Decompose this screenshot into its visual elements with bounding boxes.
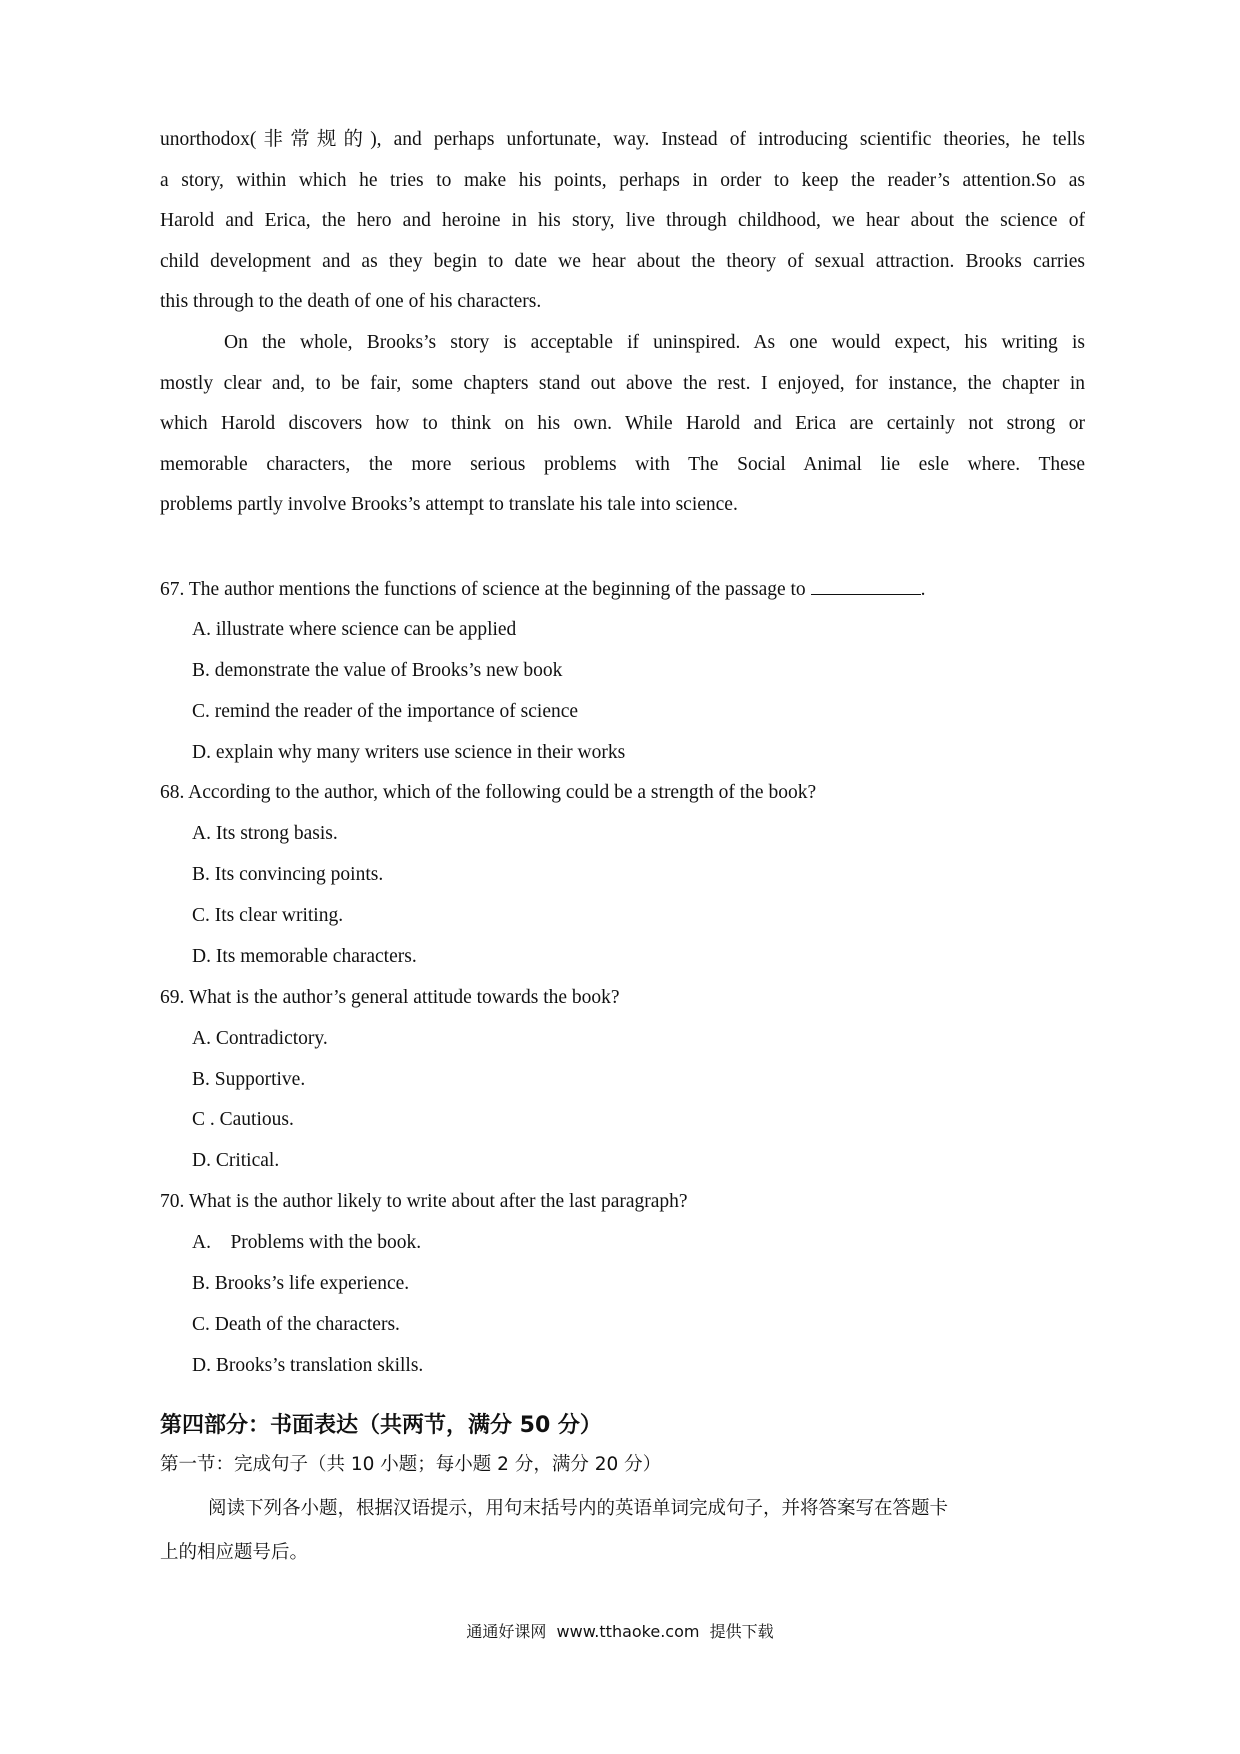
- option-70-d: D. Brooks’s translation skills.: [192, 1355, 424, 1376]
- text-line: Harold and Erica, the hero and heroine in his story, live through childhood, we hear about the science of: [160, 210, 1085, 232]
- option-68-b: B. Its convincing points.: [192, 864, 384, 885]
- question-68-stem: 68. According to the author, which of the following could be a strength of the book?: [160, 782, 817, 803]
- option-70-a: A. Problems with the book.: [192, 1232, 422, 1253]
- question-70-stem: 70. What is the author likely to write about after the last paragraph?: [160, 1191, 688, 1212]
- section-instruction-line-2: 上的相应题号后。: [160, 1542, 309, 1563]
- option-68-a: A. Its strong basis.: [192, 823, 338, 844]
- option-69-d: D. Critical.: [192, 1150, 280, 1171]
- text-line: child development and as they begin to date we hear about the theory of sexual attraction. Brooks carries: [160, 250, 1085, 272]
- question-end: .: [920, 579, 926, 600]
- section-title: 第四部分：书面表达（共两节，满分 50 分）: [160, 1413, 602, 1438]
- text-line: which Harold discovers how to think on his own. While Harold and Erica are certainly not strong or: [160, 413, 1085, 435]
- text-line: On the whole, Brooks’s story is acceptable if uninspired. As one would expect, his writing is: [224, 332, 1085, 353]
- section-subtitle: 第一节：完成句子（共 10 小题；每小题 2 分，满分 20 分）: [160, 1454, 662, 1475]
- option-68-d: D. Its memorable characters.: [192, 946, 417, 967]
- section-instruction-line-1: 阅读下列各小题，根据汉语提示，用句末括号内的英语单词完成句子，并将答案写在答题卡: [208, 1498, 949, 1519]
- text-line: memorable characters, the more serious problems with The Social Animal lie esle where. These: [160, 453, 1085, 475]
- question-text: 67. The author mentions the functions of science at the beginning of the passage to: [160, 579, 806, 600]
- question-67-stem: [160, 576, 925, 603]
- text-line: mostly clear and, to be fair, some chapters stand out above the rest. I enjoyed, for instance, the chapter in: [160, 372, 1085, 394]
- question-69-stem: 69. What is the author’s general attitude towards the book?: [160, 987, 620, 1008]
- passage-paragraph-2: [160, 323, 1085, 526]
- option-68-c: C. Its clear writing.: [192, 905, 344, 926]
- option-67-d: D. explain why many writers use science in their works: [192, 742, 626, 763]
- option-67-b: B. demonstrate the value of Brooks’s new book: [192, 660, 563, 681]
- option-70-b: B. Brooks’s life experience.: [192, 1273, 410, 1294]
- option-70-c: C. Death of the characters.: [192, 1314, 400, 1335]
- answer-blank: [811, 576, 921, 595]
- option-67-a: A. illustrate where science can be applied: [192, 619, 517, 640]
- option-69-c: C . Cautious.: [192, 1109, 294, 1130]
- option-69-b: B. Supportive.: [192, 1069, 306, 1090]
- passage-paragraph-1: [160, 120, 1085, 323]
- option-69-a: A. Contradictory.: [192, 1028, 328, 1049]
- option-67-c: C. remind the reader of the importance of science: [192, 701, 579, 722]
- page-footer: 通通好课网 www.tthaoke.com 提供下载: [466, 1622, 774, 1641]
- text-line: this through to the death of one of his characters.: [160, 291, 542, 313]
- text-line: problems partly involve Brooks’s attempt to translate his tale into science.: [160, 494, 738, 516]
- text-line: a story, within which he tries to make his points, perhaps in order to keep the reader’s attention.So as: [160, 169, 1085, 191]
- text-line: unorthodox(非常规的), and perhaps unfortunate, way. Instead of introducing scientific theories, he tells: [160, 129, 1085, 150]
